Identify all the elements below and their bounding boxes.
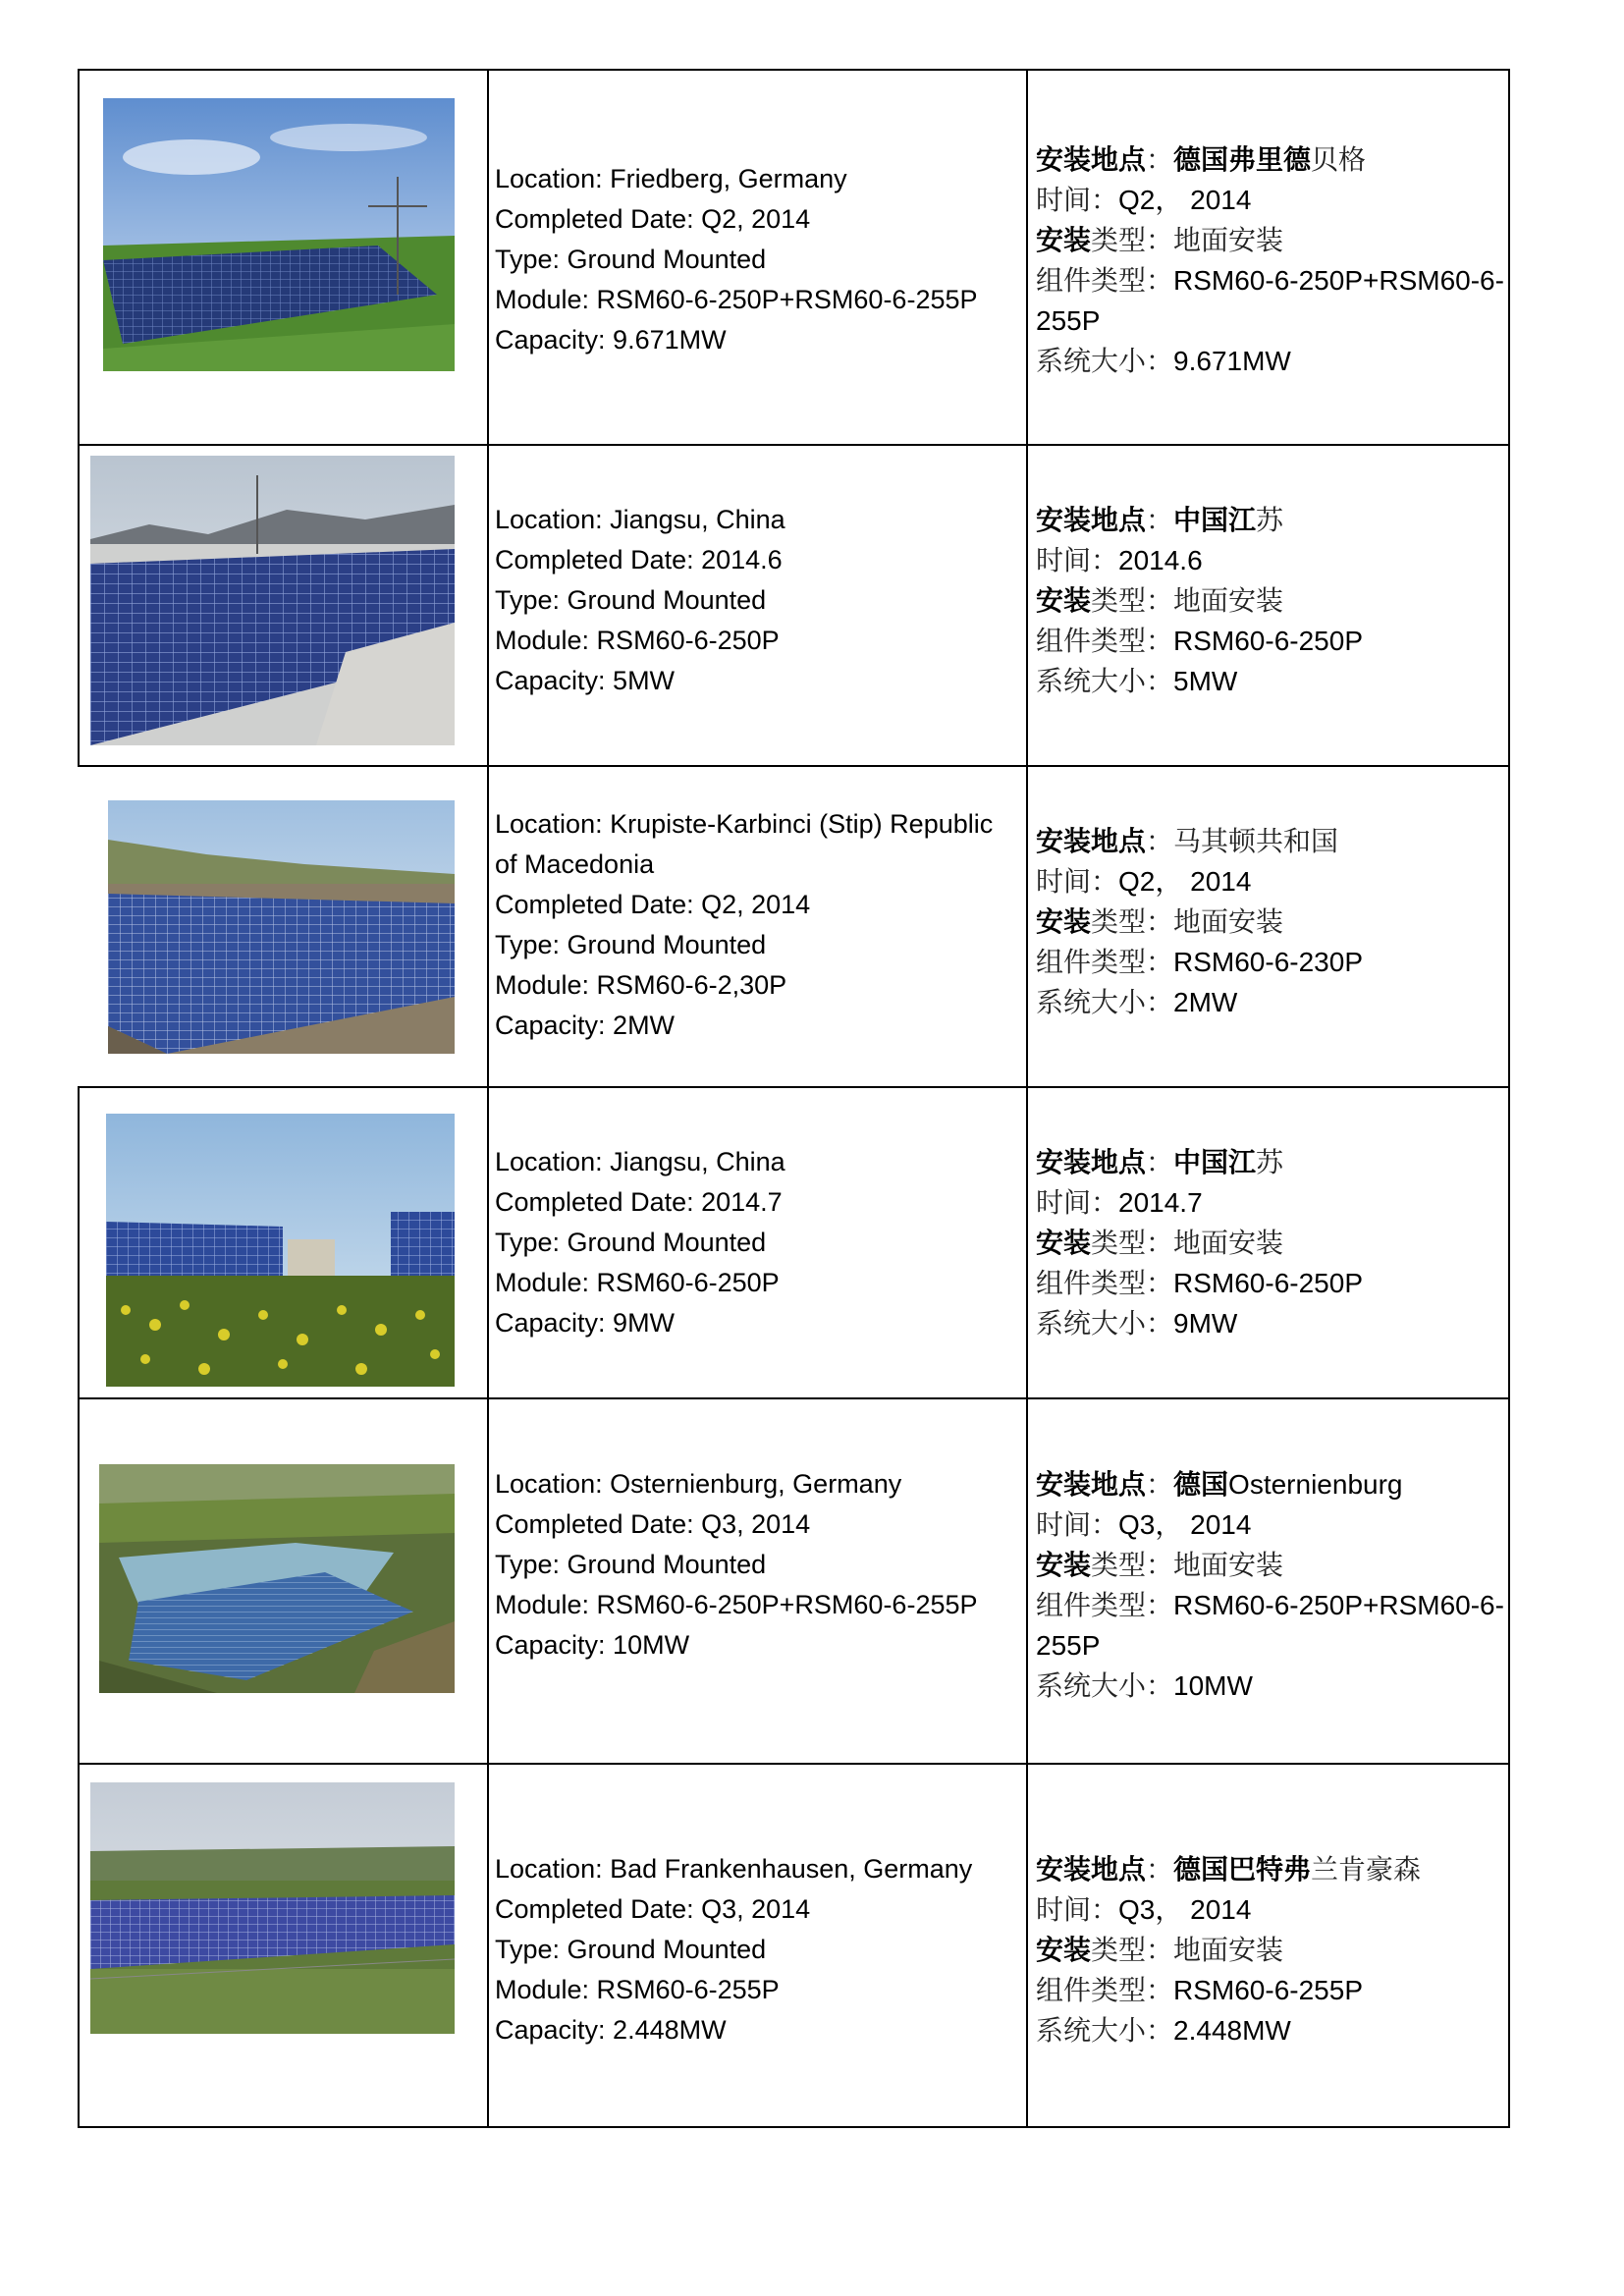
type-text: Type: Ground Mounted [495, 245, 767, 274]
solar-farm-bad-frankenhausen-photo [90, 1782, 455, 2034]
zh-type: 安装类型：地面安装 [1036, 1227, 1284, 1259]
date-text: Completed Date: 2014.6 [495, 545, 783, 574]
zh-capacity: 系统大小：9.671MW [1036, 345, 1291, 377]
table-row [78, 1765, 1508, 2126]
table-row [78, 71, 1508, 446]
solar-farm-friedberg-photo [103, 98, 455, 371]
zh-date: 时间：2014.6 [1036, 544, 1203, 576]
type-text: Type: Ground Mounted [495, 585, 767, 615]
date-text: Completed Date: Q2, 2014 [495, 204, 811, 234]
zh-capacity: 系统大小：9MW [1036, 1307, 1238, 1339]
zh-capacity: 系统大小：5MW [1036, 665, 1238, 697]
table-row [78, 1088, 1508, 1399]
table-row [78, 767, 1508, 1088]
location-text: Location: Jiangsu, China [495, 505, 785, 534]
zh-module-cont: 255P [1036, 1630, 1101, 1661]
type-text: Type: Ground Mounted [495, 1228, 767, 1257]
location-text: Location: Friedberg, Germany [495, 164, 847, 193]
solar-farm-macedonia-photo [108, 800, 455, 1054]
module-text: Module: RSM60-6-2,30P [495, 970, 787, 1000]
zh-module: 组件类型：RSM60-6-230P [1036, 946, 1363, 978]
zh-date: 时间：Q2， 2014 [1036, 184, 1252, 216]
zh-date: 时间：Q3， 2014 [1036, 1508, 1252, 1541]
location-text: Location: Krupiste-Karbinci (Stip) Republic [495, 809, 994, 839]
zh-date: 时间：2014.7 [1036, 1186, 1203, 1219]
type-text: Type: Ground Mounted [495, 1935, 767, 1964]
zh-location: 安装地点：德国Osternienburg [1036, 1468, 1403, 1501]
zh-location: 安装地点：德国弗里德贝格 [1036, 143, 1367, 176]
zh-module: 组件类型：RSM60-6-250P [1036, 1267, 1363, 1299]
type-text: Type: Ground Mounted [495, 930, 767, 959]
location-text: Location: Jiangsu, China [495, 1147, 785, 1176]
zh-capacity: 系统大小：10MW [1036, 1669, 1253, 1702]
capacity-text: Capacity: 9MW [495, 1308, 676, 1338]
location-text: Location: Osternienburg, Germany [495, 1469, 902, 1499]
solar-farm-jiangsu-photo [90, 456, 455, 745]
solar-farm-jiangsu-flowers-photo [106, 1114, 455, 1387]
location-text: Location: Bad Frankenhausen, Germany [495, 1854, 973, 1884]
project-table [78, 69, 1510, 2128]
module-text: Module: RSM60-6-250P [495, 626, 780, 655]
capacity-text: Capacity: 9.671MW [495, 325, 727, 355]
zh-type: 安装类型：地面安装 [1036, 905, 1284, 938]
zh-date: 时间：Q2， 2014 [1036, 865, 1252, 898]
location-text-cont: of Macedonia [495, 849, 655, 879]
zh-type: 安装类型：地面安装 [1036, 1934, 1284, 1966]
zh-module: 组件类型：RSM60-6-250P [1036, 625, 1363, 657]
zh-location: 安装地点：德国巴特弗兰肯豪森 [1036, 1853, 1422, 1886]
zh-date: 时间：Q3， 2014 [1036, 1893, 1252, 1926]
zh-location: 安装地点：中国江苏 [1036, 504, 1284, 536]
type-text: Type: Ground Mounted [495, 1550, 767, 1579]
date-text: Completed Date: Q2, 2014 [495, 890, 811, 919]
capacity-text: Capacity: 2MW [495, 1011, 676, 1040]
zh-type: 安装类型：地面安装 [1036, 584, 1284, 617]
zh-module: 组件类型：RSM60-6-250P+RSM60-6- [1036, 1589, 1504, 1621]
zh-location: 安装地点：中国江苏 [1036, 1146, 1284, 1178]
module-text: Module: RSM60-6-250P+RSM60-6-255P [495, 1590, 978, 1619]
date-text: Completed Date: Q3, 2014 [495, 1894, 811, 1924]
zh-module: 组件类型：RSM60-6-250P+RSM60-6- [1036, 264, 1504, 297]
zh-capacity: 系统大小：2.448MW [1036, 2014, 1291, 2047]
table-row [78, 1399, 1508, 1765]
zh-type: 安装类型：地面安装 [1036, 224, 1284, 256]
capacity-text: Capacity: 2.448MW [495, 2015, 727, 2045]
zh-type: 安装类型：地面安装 [1036, 1549, 1284, 1581]
zh-capacity: 系统大小：2MW [1036, 986, 1238, 1018]
module-text: Module: RSM60-6-250P [495, 1268, 780, 1297]
module-text: Module: RSM60-6-250P+RSM60-6-255P [495, 285, 978, 314]
capacity-text: Capacity: 10MW [495, 1630, 690, 1660]
table-row [78, 446, 1508, 767]
date-text: Completed Date: Q3, 2014 [495, 1509, 811, 1539]
zh-location: 安装地点：马其顿共和国 [1036, 825, 1339, 857]
module-text: Module: RSM60-6-255P [495, 1975, 780, 2004]
capacity-text: Capacity: 5MW [495, 666, 676, 695]
solar-farm-osternienburg-aerial-photo [99, 1464, 455, 1693]
zh-module: 组件类型：RSM60-6-255P [1036, 1974, 1363, 2006]
zh-module-cont: 255P [1036, 305, 1101, 336]
date-text: Completed Date: 2014.7 [495, 1187, 783, 1217]
